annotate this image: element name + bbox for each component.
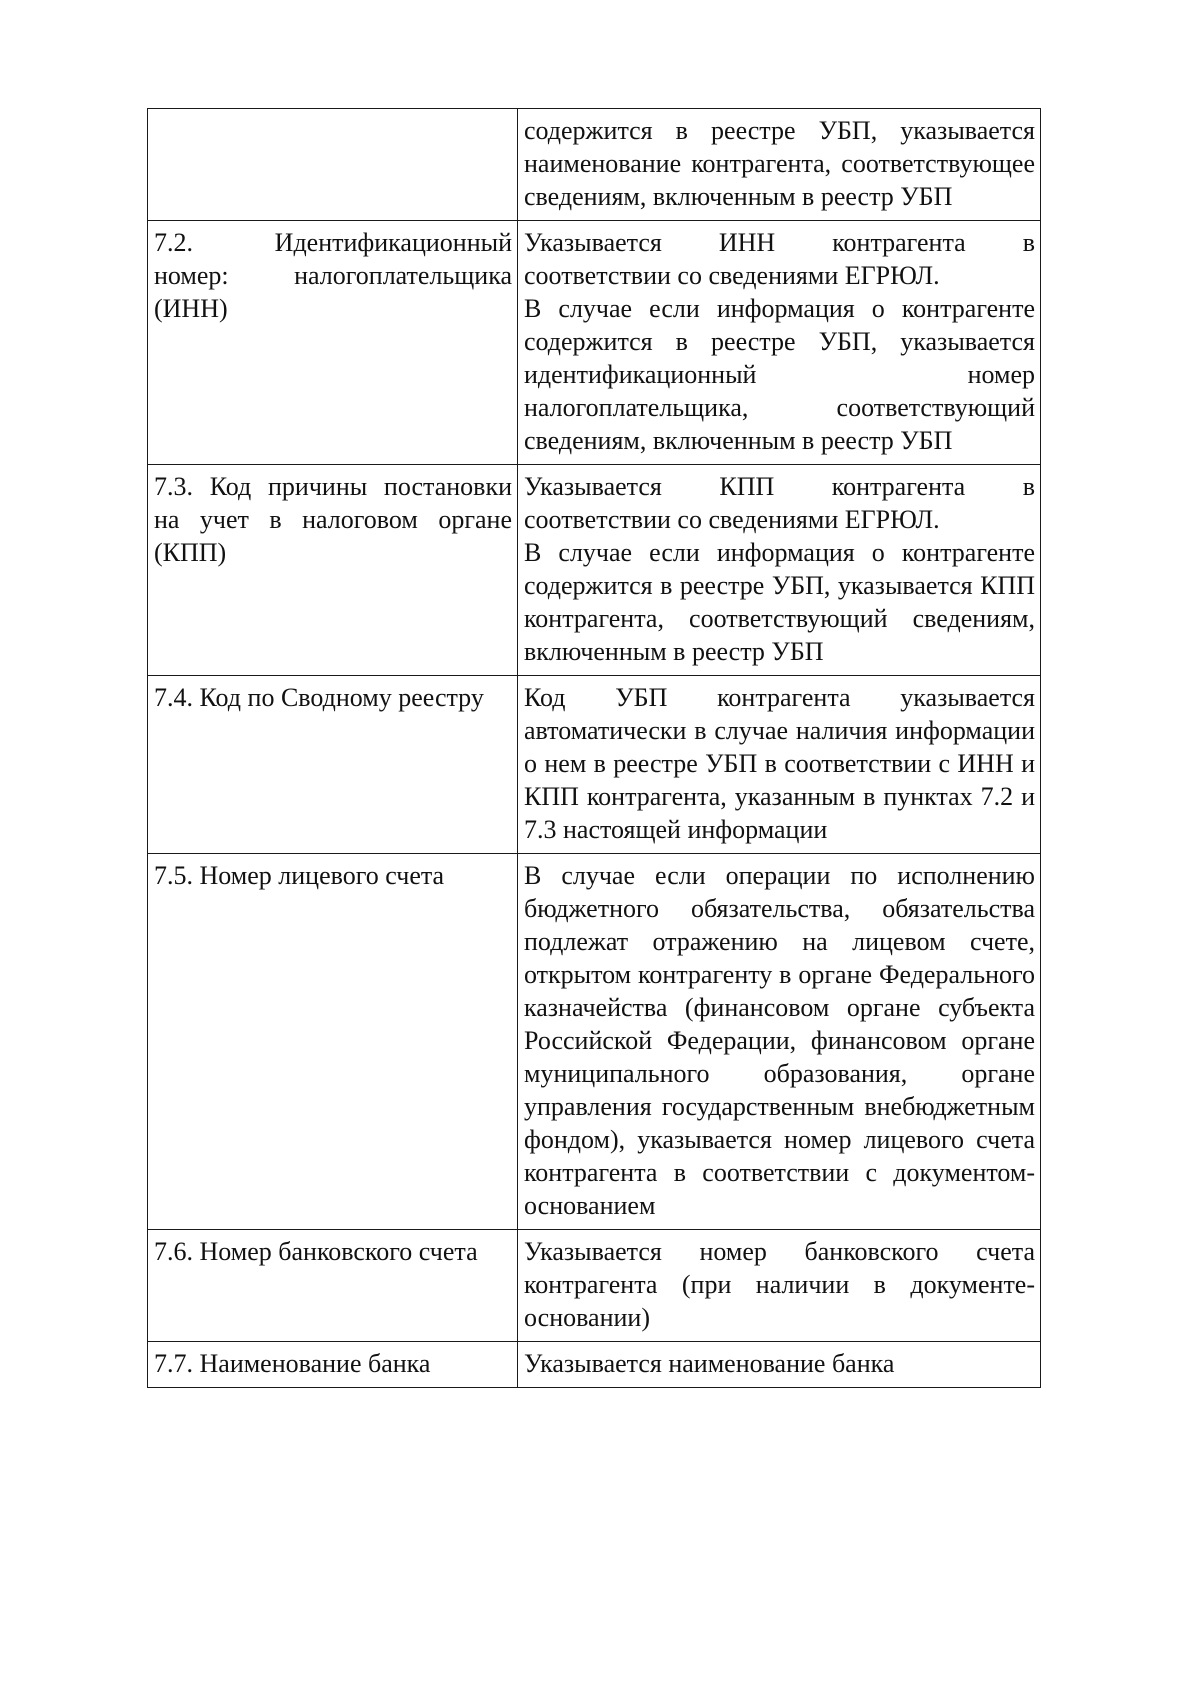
field-cell: 7.6. Номер банковского счета: [148, 1230, 518, 1342]
description-cell: [518, 221, 1041, 465]
description-paragraph: Указывается номер банковского счета контрагента (при наличии в документе-основании): [524, 1237, 1035, 1332]
table-row: [148, 676, 1041, 854]
description-cell: [518, 854, 1041, 1230]
description-paragraph: Указывается КПП контрагента в соответствии со сведениями ЕГРЮЛ.: [524, 472, 1035, 534]
description-cell: [518, 676, 1041, 854]
description-paragraph: В случае если информация о контрагенте содержится в реестре УБП, указывается КПП контрагента, соответствующий сведениям, включенным в реестр УБП: [524, 538, 1035, 666]
requirements-table: [147, 108, 1041, 1388]
description-cell: [518, 1230, 1041, 1342]
description-cell: [518, 1342, 1041, 1388]
table-row: [148, 854, 1041, 1230]
table-row: [148, 1230, 1041, 1342]
description-paragraph: Указывается ИНН контрагента в соответствии со сведениями ЕГРЮЛ.: [524, 228, 1035, 290]
field-cell: 7.3. Код причины постановки на учет в налоговом органе (КПП): [148, 465, 518, 676]
description-paragraph: Указывается наименование банка: [524, 1349, 895, 1378]
description-paragraph: В случае если информация о контрагенте содержится в реестре УБП, указывается идентификационный номер налогоплательщика, соответствующий сведениям, включенным в реестр УБП: [524, 294, 1035, 455]
table-row: [148, 1342, 1041, 1388]
description-cell: [518, 465, 1041, 676]
description-paragraph: содержится в реестре УБП, указывается наименование контрагента, соответствующее сведениям, включенным в реестр УБП: [524, 116, 1035, 211]
field-cell: 7.7. Наименование банка: [148, 1342, 518, 1388]
field-cell: [148, 109, 518, 221]
field-cell: 7.5. Номер лицевого счета: [148, 854, 518, 1230]
description-paragraph: Код УБП контрагента указывается автоматически в случае наличия информации о нем в реестре УБП в соответствии с ИНН и КПП контрагента, указанным в пунктах 7.2 и 7.3 настоящей информации: [524, 683, 1035, 844]
description-paragraph: В случае если операции по исполнению бюджетного обязательства, обязательства подлежат отражению на лицевом счете, открытом контрагенту в органе Федерального казначейства (финансовом органе субъекта Российской Федерации, финансовом органе муниципального образования, органе управления государственным внебюджетным фондом), указывается номер лицевого счета контрагента в соответствии с документом-основанием: [524, 861, 1035, 1220]
table-row: [148, 221, 1041, 465]
table-row: [148, 465, 1041, 676]
field-cell: 7.2. Идентификационный номер: налогоплательщика (ИНН): [148, 221, 518, 465]
table-row: [148, 109, 1041, 221]
description-cell: [518, 109, 1041, 221]
field-cell: 7.4. Код по Сводному реестру: [148, 676, 518, 854]
